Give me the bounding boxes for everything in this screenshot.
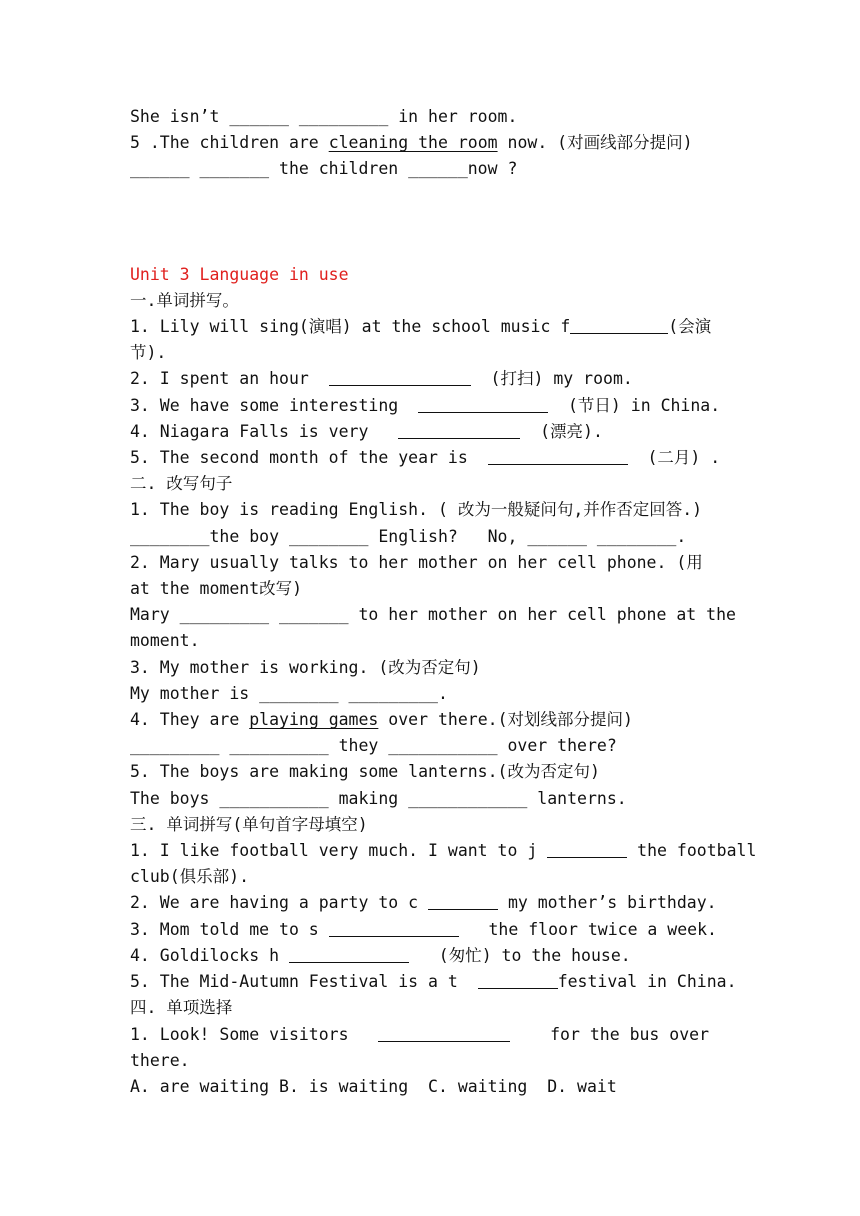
question-line: 1. The boy is reading English. ( 改为一般疑问句,并作否定回答.) <box>130 500 703 520</box>
question-line: 5. The boys are making some lanterns.(改为否定句) <box>130 762 600 782</box>
question-line <box>130 314 730 340</box>
answer-blank[interactable] <box>378 1023 510 1042</box>
section-heading: 四. 单项选择 <box>130 998 233 1018</box>
answer-blank[interactable] <box>329 918 459 937</box>
text: 5 .The children are <box>130 133 329 153</box>
question-line <box>130 419 730 445</box>
answer-blank[interactable] <box>418 394 548 413</box>
question-line: club(俱乐部). <box>130 867 250 887</box>
text: now. (对画线部分提问) <box>497 133 693 153</box>
answer-blank[interactable] <box>547 839 627 858</box>
question-line: at the moment改写) <box>130 579 303 599</box>
question-line: there. <box>130 1050 190 1070</box>
text: festival in China. <box>557 972 737 992</box>
answer-line: Mary _________ _______ to her mother on her cell phone at the <box>130 605 736 625</box>
answer-blank[interactable] <box>289 944 409 963</box>
text: 4. They are <box>130 710 250 730</box>
answer-blank[interactable] <box>329 367 471 386</box>
text: (二月) . <box>627 448 721 468</box>
text: 2. I spent an hour <box>130 369 329 389</box>
document-page <box>130 104 757 1100</box>
text: for the bus over <box>510 1024 710 1044</box>
answer-line: _________ __________ they ___________ over there? <box>130 736 617 756</box>
question-line: 3. My mother is working. (改为否定句) <box>130 657 481 677</box>
question-line: 节). <box>130 343 167 363</box>
question-line <box>130 1022 730 1048</box>
answer-line: ________the boy ________ English? No, ______ ________. <box>130 526 687 546</box>
exercise-line: ______ _______ the children ______now ? <box>130 159 518 179</box>
question-line <box>130 917 730 943</box>
text: 2. We are having a party to c <box>130 893 429 913</box>
text: (匆忙) to the house. <box>408 945 631 965</box>
question-line <box>130 707 730 733</box>
text: (漂亮). <box>520 421 603 441</box>
text: over there.(对划线部分提问) <box>378 710 633 730</box>
answer-line: My mother is ________ _________. <box>130 683 448 703</box>
question-line <box>130 969 737 995</box>
exercise-line: She isn’t ______ _________ in her room. <box>130 107 518 126</box>
answer-line: The boys ___________ making ____________ lanterns. <box>130 788 627 808</box>
text: 4. Goldilocks h <box>130 945 289 965</box>
text: 3. We have some interesting <box>130 395 419 415</box>
text: 5. The Mid-Autumn Festival is a t <box>130 972 478 992</box>
section-heading: 一.单词拼写。 <box>130 290 239 310</box>
underlined-phrase: playing games <box>249 710 379 730</box>
answer-options: A. are waiting B. is waiting C. waiting D. wait <box>130 1076 617 1096</box>
text: 1. Lily will sing(演唱) at the school music f <box>130 317 571 337</box>
underlined-phrase: cleaning the room <box>328 133 498 153</box>
unit-title: Unit 3 Language in use <box>130 264 349 284</box>
text: (会演 <box>668 317 712 337</box>
text: 1. I like football very much. I want to j <box>130 841 548 861</box>
question-line: 2. Mary usually talks to her mother on her cell phone. (用 <box>130 552 703 572</box>
question-line <box>130 445 730 471</box>
question-line <box>130 943 730 969</box>
text: (节日) in China. <box>548 395 721 415</box>
question-line <box>130 366 730 392</box>
section-heading: 三. 单词拼写(单句首字母填空) <box>130 814 368 834</box>
text: the football <box>627 841 757 861</box>
text: 1. Look! Some visitors <box>130 1024 379 1044</box>
text: 4. Niagara Falls is very <box>130 421 399 441</box>
text: (打扫) my room. <box>470 369 633 389</box>
answer-blank[interactable] <box>488 446 628 465</box>
question-line <box>130 838 757 864</box>
question-line <box>130 393 730 419</box>
answer-blank[interactable] <box>428 891 498 910</box>
answer-blank[interactable] <box>478 970 558 989</box>
answer-blank[interactable] <box>570 315 668 334</box>
exercise-line <box>130 130 730 156</box>
text: 3. Mom told me to s <box>130 919 329 939</box>
section-heading: 二. 改写句子 <box>130 474 233 494</box>
answer-line: moment. <box>130 631 200 651</box>
text: the floor twice a week. <box>458 919 717 939</box>
text: 5. The second month of the year is <box>130 448 488 468</box>
question-line <box>130 890 730 916</box>
answer-blank[interactable] <box>398 420 520 439</box>
text: my mother’s birthday. <box>498 893 717 913</box>
